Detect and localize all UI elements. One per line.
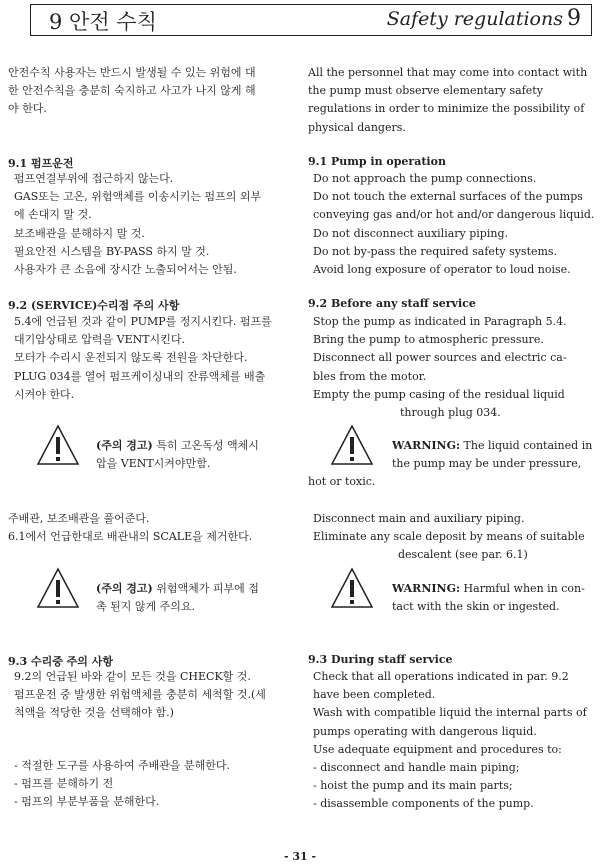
s93-en-line: have been completed. bbox=[313, 688, 436, 702]
intro-ko-line: 안전수칙 사용자는 반드시 발생될 수 있는 위험에 대 bbox=[8, 66, 256, 79]
s93-ko-line: 9.2의 언급된 바와 같이 모든 것을 CHECK할 것. bbox=[14, 670, 251, 683]
s91-ko-line: GAS또는 고온, 위험액체를 이송시키는 펌프의 외부 bbox=[14, 190, 262, 204]
intro-korean bbox=[8, 64, 256, 119]
header-english-text: Safety regulations bbox=[386, 8, 563, 30]
page-header bbox=[30, 4, 592, 36]
s93-en-line: - disconnect and handle main piping; bbox=[313, 761, 520, 775]
section-9-2-en bbox=[313, 313, 567, 422]
s93-ko-line: 척액을 적당한 것을 선택해야 함.) bbox=[14, 706, 174, 720]
warning-triangle-icon bbox=[330, 567, 374, 609]
intro-en-line: regulations in order to minimize the possibility of bbox=[308, 102, 585, 116]
warn2-en-label: WARNING: bbox=[392, 582, 461, 595]
header-english-title bbox=[387, 6, 581, 31]
header-chapter-number: 9 bbox=[567, 6, 581, 31]
s92-ko-line: 모터가 수리시 운전되지 않도록 전원을 차단한다. bbox=[14, 351, 248, 365]
intro-en-line: physical dangers. bbox=[308, 120, 406, 134]
section-9-2-en-part2 bbox=[313, 510, 585, 565]
s93-en-line: Check that all operations indicated in par. 9.2 bbox=[313, 670, 569, 683]
intro-english bbox=[308, 64, 587, 137]
s93-ko-list-item: - 펌프를 분해하기 전 bbox=[14, 777, 114, 791]
section-9-3-ko-list bbox=[14, 757, 230, 812]
s91-en-line: Do not approach the pump connections. bbox=[313, 172, 537, 185]
warn1-en-text: The liquid contained in bbox=[463, 439, 593, 452]
s93-en-line: - hoist the pump and its main parts; bbox=[313, 779, 513, 793]
section-9-3-ko bbox=[14, 668, 266, 723]
s92-ko-line: 시켜야 한다. bbox=[14, 387, 75, 401]
warn1-ko-line bbox=[96, 437, 259, 455]
warn1-ko-line: 압을 VENT시켜야만함. bbox=[96, 457, 211, 471]
s93-en-line: Wash with compatible liquid the internal parts of bbox=[313, 706, 587, 720]
warning-triangle-icon bbox=[36, 424, 80, 466]
warn2-ko-text: 위험액체가 피부에 접 bbox=[156, 582, 259, 595]
section-9-3-title-ko: 9.3 수리중 주의 사항 bbox=[8, 655, 114, 668]
section-9-1-en bbox=[313, 170, 594, 279]
s92-en-line: bles from the motor. bbox=[313, 369, 427, 383]
s93-ko-line: 펌프운전 중 발생한 위험액체를 충분히 세척할 것.(세 bbox=[14, 688, 266, 702]
warning-triangle-icon bbox=[36, 567, 80, 609]
warn1-en-line bbox=[392, 437, 592, 455]
section-9-2-title-en: 9.2 Before any staff service bbox=[308, 297, 476, 310]
s92-ko2-line: 주배관, 보조배관을 풀어준다. bbox=[8, 512, 150, 525]
section-9-1-title-ko: 9.1 펌프운전 bbox=[8, 157, 74, 170]
intro-ko-line: 야 한다. bbox=[8, 102, 47, 116]
s92-en2-line: Disconnect main and auxiliary piping. bbox=[313, 512, 525, 525]
s91-en-line: Do not touch the external surfaces of the pumps bbox=[313, 190, 583, 204]
warning-1-en bbox=[392, 437, 592, 473]
s93-en-line: Use adequate equipment and procedures to: bbox=[313, 742, 562, 756]
s91-ko-line: 에 손대지 말 것. bbox=[14, 208, 92, 222]
s92-en2-line: Eliminate any scale deposit by means of suitable bbox=[313, 530, 585, 544]
header-korean-title: 9 안전 수칙 bbox=[49, 10, 157, 34]
s91-en-line: Avoid long exposure of operator to loud noise. bbox=[313, 263, 571, 277]
section-9-3-en bbox=[313, 668, 587, 814]
warn1-en-line: hot or toxic. bbox=[308, 475, 376, 488]
s93-en-line: pumps operating with dangerous liquid. bbox=[313, 724, 537, 738]
s91-ko-line: 펌프연결부위에 접근하지 않는다. bbox=[14, 172, 174, 185]
s91-en-line: conveying gas and/or hot and/or dangerous liquid. bbox=[313, 208, 595, 222]
s92-en-line: Empty the pump casing of the residual liquid bbox=[313, 387, 565, 401]
section-9-3-title-en: 9.3 During staff service bbox=[308, 653, 453, 666]
section-9-2-title-ko: 9.2 (SERVICE)수리점 주의 사항 bbox=[8, 299, 180, 312]
warn1-ko-text: 특히 고온독성 액체시 bbox=[156, 439, 259, 452]
warn2-ko-line: 촉 된지 않게 주의요. bbox=[96, 600, 195, 614]
s93-en-line: - disassemble components of the pump. bbox=[313, 797, 534, 811]
warn2-en-text: Harmful when in con- bbox=[463, 582, 585, 595]
s91-ko-line: 필요안전 시스템을 BY-PASS 하지 말 것. bbox=[14, 244, 210, 258]
s92-ko-line: PLUG 034를 열어 펌프케이싱내의 잔류액체를 배출 bbox=[14, 369, 266, 383]
warning-2-ko bbox=[96, 580, 259, 616]
warn2-ko-label: (주의 경고) bbox=[96, 582, 153, 595]
s93-ko-list-item: - 펌프의 부분부품을 분해한다. bbox=[14, 795, 160, 809]
s92-en2-line: descalent (see par. 6.1) bbox=[398, 548, 528, 562]
section-9-1-ko bbox=[14, 170, 261, 279]
warning-2-en bbox=[392, 580, 585, 616]
s91-ko-line: 사용자가 큰 소음에 장시간 노출되어서는 안됨. bbox=[14, 263, 237, 277]
s92-en-line: Stop the pump as indicated in Paragraph 5.4. bbox=[313, 315, 567, 328]
warn2-ko-line bbox=[96, 580, 259, 598]
section-9-2-ko bbox=[14, 313, 272, 404]
section-9-2-ko-part2 bbox=[8, 510, 252, 546]
s93-ko-list-item: - 적절한 도구를 사용하여 주배관을 분해한다. bbox=[14, 759, 230, 772]
warn1-ko-label: (주의 경고) bbox=[96, 439, 153, 452]
s92-ko2-line: 6.1에서 언급한대로 배관내의 SCALE을 제거한다. bbox=[8, 530, 253, 544]
warning-triangle-icon bbox=[330, 424, 374, 466]
s92-en-line: through plug 034. bbox=[400, 406, 501, 420]
s92-ko-line: 대기압상태로 압력을 VENT시킨다. bbox=[14, 333, 185, 347]
intro-en-line: All the personnel that may come into contact with bbox=[308, 66, 588, 79]
s91-en-line: Do not disconnect auxiliary piping. bbox=[313, 226, 508, 240]
s91-ko-line: 보조배관을 분해하지 말 것. bbox=[14, 226, 145, 240]
warn2-en-line: tact with the skin or ingested. bbox=[392, 600, 560, 614]
intro-en-line: the pump must observe elementary safety bbox=[308, 84, 543, 98]
intro-ko-line: 한 안전수칙을 충분히 숙지하고 사고가 나지 않게 해 bbox=[8, 84, 256, 98]
s92-en-line: Bring the pump to atmospheric pressure. bbox=[313, 333, 544, 347]
section-9-1-title-en: 9.1 Pump in operation bbox=[308, 155, 446, 168]
page-number: - 31 - bbox=[283, 850, 317, 863]
warning-1-ko bbox=[96, 437, 259, 473]
warn1-en-line: the pump may be under pressure, bbox=[392, 457, 582, 471]
warn2-en-line bbox=[392, 580, 585, 598]
s91-en-line: Do not by-pass the required safety systems. bbox=[313, 244, 558, 258]
s92-en-line: Disconnect all power sources and electric ca- bbox=[313, 351, 567, 365]
s92-ko-line: 5.4에 언급된 것과 같이 PUMP를 정지시킨다. 펌프를 bbox=[14, 315, 272, 328]
warn1-en-label: WARNING: bbox=[392, 439, 461, 452]
